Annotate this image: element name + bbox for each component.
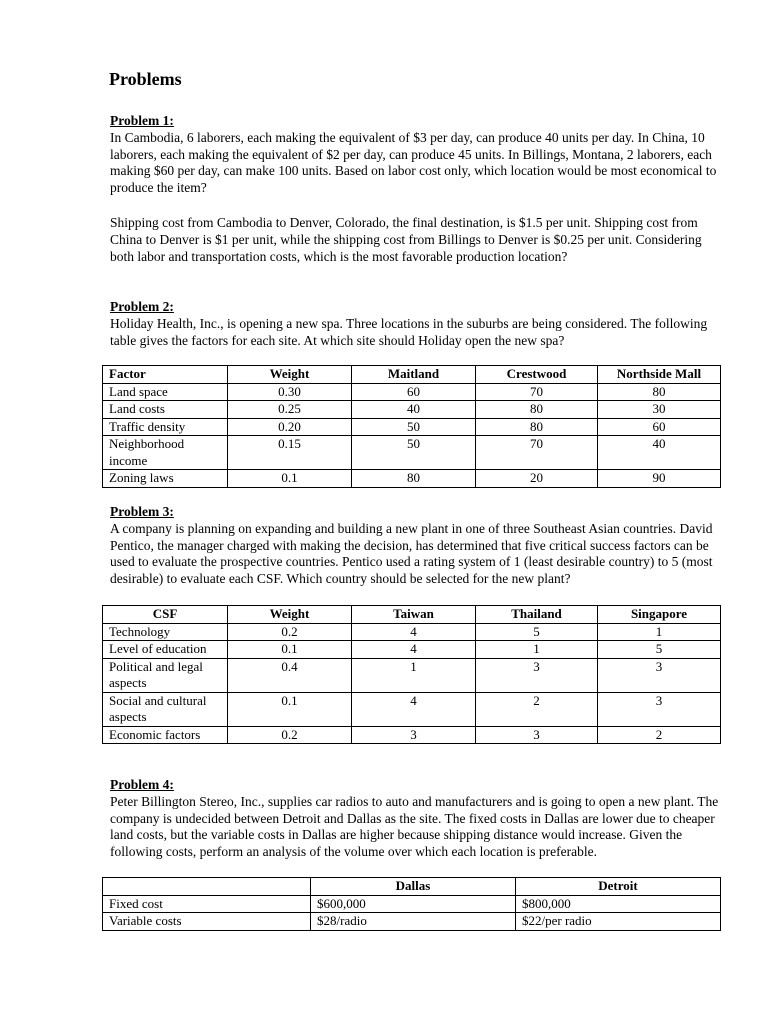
- table-cell: Level of education: [103, 641, 228, 659]
- problem-2-table: [102, 365, 721, 488]
- table-row: [103, 913, 721, 931]
- table-cell: Technology: [103, 623, 228, 641]
- table-cell: 4: [352, 692, 476, 726]
- table-cell: 0.1: [228, 470, 352, 488]
- table-row: [103, 726, 721, 744]
- table-row: [103, 418, 721, 436]
- table-cell: 70: [476, 436, 598, 470]
- header-cell: Crestwood: [476, 366, 598, 384]
- problem-3-table: [102, 605, 721, 744]
- table-header-row: [103, 878, 721, 896]
- table-cell: 5: [598, 641, 721, 659]
- problem-1-paragraph-1: In Cambodia, 6 laborers, each making the equivalent of $3 per day, can produce 40 units per day. In China, 10 laborers, each making the equivalent of $2 per day, can produce 45 units. In Billings, Montana, 2 laborers, each making $60 per day, can make 100 units. Based on labor cost only, which location would be most economical to produce the item?: [110, 129, 717, 196]
- table-cell: 60: [352, 383, 476, 401]
- table-cell: $28/radio: [311, 913, 516, 931]
- problem-4-heading: Problem 4:: [110, 777, 174, 792]
- table-cell: 5: [476, 623, 598, 641]
- table-cell: Social and cultural aspects: [103, 692, 228, 726]
- table-cell: Zoning laws: [103, 470, 228, 488]
- problem-1-heading: Problem 1:: [110, 113, 174, 128]
- table-cell: 90: [598, 470, 721, 488]
- table-cell: 20: [476, 470, 598, 488]
- table-cell: 40: [352, 401, 476, 419]
- table-row: [103, 895, 721, 913]
- table-cell: 60: [598, 418, 721, 436]
- table-cell: 80: [352, 470, 476, 488]
- table-cell: 0.2: [228, 623, 352, 641]
- table-header-row: [103, 606, 721, 624]
- table-row: [103, 436, 721, 470]
- problem-3-section: [110, 504, 725, 588]
- header-cell: Dallas: [311, 878, 516, 896]
- table-cell: Traffic density: [103, 418, 228, 436]
- problem-4-section: [110, 777, 725, 861]
- problem-2-heading: Problem 2:: [110, 299, 174, 314]
- table-cell: 1: [476, 641, 598, 659]
- table-row: [103, 692, 721, 726]
- problem-4-table: [102, 877, 721, 931]
- table-cell: 4: [352, 623, 476, 641]
- table-header-row: [103, 366, 721, 384]
- table-cell: 0.2: [228, 726, 352, 744]
- table-cell: Economic factors: [103, 726, 228, 744]
- table-row: [103, 401, 721, 419]
- header-cell: [103, 878, 311, 896]
- header-cell: Weight: [228, 366, 352, 384]
- table-cell: 3: [598, 658, 721, 692]
- table-cell: 0.25: [228, 401, 352, 419]
- header-cell: Factor: [103, 366, 228, 384]
- problem-4-paragraph: Peter Billington Stereo, Inc., supplies car radios to auto and manufacturers and is going to open a new plant. The company is undecided between Detroit and Dallas as the site. The fixed costs in Dallas are lower due to cheaper land costs, but the variable costs in Dallas are higher because shipping distance would increase. Given the following costs, perform an analysis of the volume over which each location is preferable.: [110, 793, 719, 860]
- table-cell: 3: [598, 692, 721, 726]
- table-cell: $600,000: [311, 895, 516, 913]
- table-cell: 50: [352, 418, 476, 436]
- table-cell: 3: [352, 726, 476, 744]
- table-cell: 0.1: [228, 641, 352, 659]
- table-cell: 3: [476, 726, 598, 744]
- header-cell: Singapore: [598, 606, 721, 624]
- table-cell: 0.30: [228, 383, 352, 401]
- table-row: [103, 623, 721, 641]
- table-cell: Land space: [103, 383, 228, 401]
- table-row: [103, 383, 721, 401]
- header-cell: Detroit: [516, 878, 721, 896]
- table-cell: 80: [476, 418, 598, 436]
- table-cell: 0.1: [228, 692, 352, 726]
- table-cell: Neighborhood income: [103, 436, 228, 470]
- table-cell: 80: [476, 401, 598, 419]
- table-cell: 0.15: [228, 436, 352, 470]
- header-cell: Weight: [228, 606, 352, 624]
- page-title: Problems: [109, 69, 182, 89]
- table-row: [103, 641, 721, 659]
- table-cell: 30: [598, 401, 721, 419]
- problem-1-section: [110, 113, 725, 197]
- table-cell: 2: [476, 692, 598, 726]
- problem-2-paragraph: Holiday Health, Inc., is opening a new spa. Three locations in the suburbs are being considered. The following table gives the factors for each site. At which site should Holiday open the new spa?: [110, 315, 708, 348]
- problem-1-section-b: [110, 215, 725, 265]
- table-cell: $800,000: [516, 895, 721, 913]
- table-cell: 1: [352, 658, 476, 692]
- table-cell: Fixed cost: [103, 895, 311, 913]
- header-cell: Taiwan: [352, 606, 476, 624]
- table-cell: Variable costs: [103, 913, 311, 931]
- table-cell: 1: [598, 623, 721, 641]
- problem-2-section: [110, 299, 725, 349]
- header-cell: Thailand: [476, 606, 598, 624]
- problem-3-paragraph: A company is planning on expanding and building a new plant in one of three Southeast Asian countries. David Pentico, the manager charged with making the decision, has determined that five critical success factors can be used to evaluate the prospective countries. Pentico used a rating system of 1 (least desirable country) to 5 (most desirable) to evaluate each CSF. Which country should be selected for the new plant?: [110, 520, 713, 587]
- problem-3-heading: Problem 3:: [110, 504, 174, 519]
- table-row: [103, 470, 721, 488]
- table-cell: 0.20: [228, 418, 352, 436]
- header-cell: CSF: [103, 606, 228, 624]
- table-cell: 50: [352, 436, 476, 470]
- table-row: [103, 658, 721, 692]
- problem-1-paragraph-2: Shipping cost from Cambodia to Denver, Colorado, the final destination, is $1.5 per unit. Shipping cost from China to Denver is $1 per unit, while the shipping cost from Billings to Denver is $0.25 per unit. Considering both labor and transportation costs, which is the most favorable production location?: [110, 215, 702, 264]
- table-cell: 40: [598, 436, 721, 470]
- header-cell: Maitland: [352, 366, 476, 384]
- table-cell: 2: [598, 726, 721, 744]
- table-cell: 80: [598, 383, 721, 401]
- table-cell: 4: [352, 641, 476, 659]
- table-cell: 3: [476, 658, 598, 692]
- table-cell: 70: [476, 383, 598, 401]
- table-cell: Political and legal aspects: [103, 658, 228, 692]
- table-cell: $22/per radio: [516, 913, 721, 931]
- table-cell: Land costs: [103, 401, 228, 419]
- table-cell: 0.4: [228, 658, 352, 692]
- header-cell: Northside Mall: [598, 366, 721, 384]
